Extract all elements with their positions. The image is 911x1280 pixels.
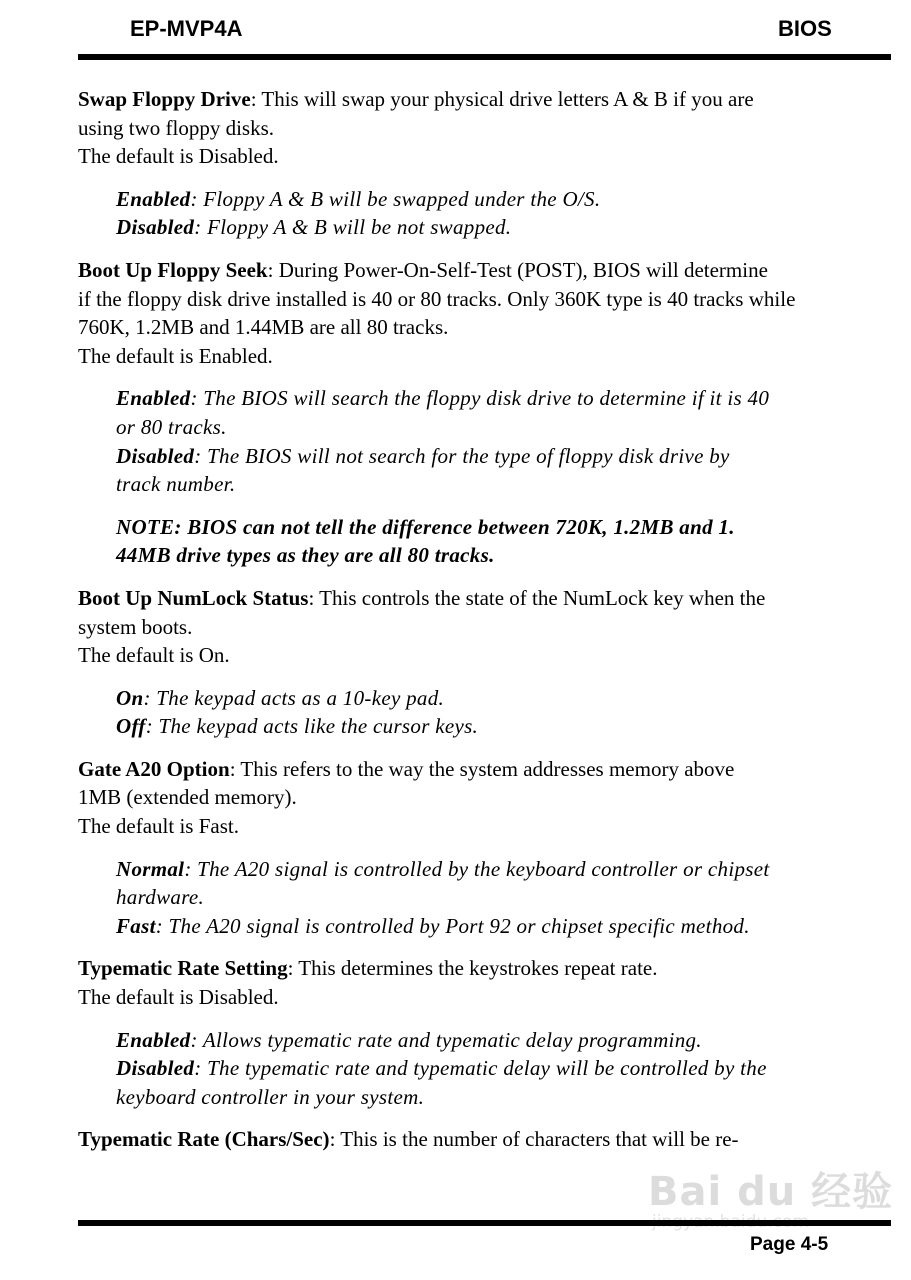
setting-default: The default is Enabled. xyxy=(78,343,273,368)
option-list xyxy=(116,1026,888,1112)
setting-desc-cont: system boots. xyxy=(78,614,193,639)
option-name: Off xyxy=(116,714,146,739)
setting-default: The default is Disabled. xyxy=(78,985,279,1010)
setting-title: Boot Up Floppy Seek xyxy=(78,257,268,282)
setting-desc-cont: if the floppy disk drive installed is 40 or 80 tracks. Only 360K type is 40 tracks while xyxy=(78,286,796,311)
option-name: Disabled xyxy=(116,443,195,468)
setting-desc-cont: using two floppy disks. xyxy=(78,115,275,140)
setting-default: The default is On. xyxy=(78,643,230,668)
option-item: Fast: The A20 signal is controlled by Port 92 or chipset specific method. xyxy=(116,913,750,938)
setting-typematic-rate xyxy=(78,1125,888,1154)
watermark-logo: Bai du 经验 xyxy=(648,1169,894,1215)
note-text: NOTE: BIOS can not tell the difference between 720K, 1.2MB and 1. xyxy=(116,514,735,539)
setting-swap-floppy xyxy=(78,85,888,242)
option-name: Disabled xyxy=(116,1056,195,1081)
option-name: Disabled xyxy=(116,215,195,240)
setting-title: Typematic Rate Setting xyxy=(78,956,288,981)
note-text-cont: 44MB drive types as they are all 80 tracks. xyxy=(116,543,495,568)
setting-desc: Typematic Rate (Chars/Sec): This is the number of characters that will be re- xyxy=(78,1127,739,1152)
option-item: Disabled: The typematic rate and typematic delay will be controlled by the xyxy=(116,1056,767,1081)
option-name: Normal xyxy=(116,856,185,881)
option-name: Enabled xyxy=(116,386,191,411)
option-list xyxy=(116,684,888,741)
setting-desc: Boot Up NumLock Status: This controls the state of the NumLock key when the xyxy=(78,585,766,610)
option-list xyxy=(116,855,888,941)
setting-desc: Typematic Rate Setting: This determines the keystrokes repeat rate. xyxy=(78,956,658,981)
setting-desc: Gate A20 Option: This refers to the way the system addresses memory above xyxy=(78,756,735,781)
note-block xyxy=(116,513,888,570)
setting-title: Boot Up NumLock Status xyxy=(78,585,309,610)
setting-title: Gate A20 Option xyxy=(78,756,230,781)
option-item: Disabled: Floppy A & B will be not swapped. xyxy=(116,215,512,240)
option-item: Enabled: Allows typematic rate and typematic delay programming. xyxy=(116,1027,702,1052)
option-item: Off: The keypad acts like the cursor keys. xyxy=(116,714,479,739)
setting-desc-cont: 760K, 1.2MB and 1.44MB are all 80 tracks. xyxy=(78,315,449,340)
setting-desc-cont: 1MB (extended memory). xyxy=(78,785,297,810)
setting-title: Swap Floppy Drive xyxy=(78,87,251,111)
setting-desc: Swap Floppy Drive: This will swap your physical drive letters A & B if you are xyxy=(78,87,754,111)
option-item-cont: hardware. xyxy=(116,885,205,910)
option-item: Disabled: The BIOS will not search for the type of floppy disk drive by xyxy=(116,443,730,468)
setting-floppy-seek xyxy=(78,256,888,570)
setting-numlock xyxy=(78,584,888,741)
footer-rule xyxy=(78,1220,891,1226)
setting-default: The default is Disabled. xyxy=(78,144,279,169)
page-body xyxy=(78,85,888,1168)
header-section: BIOS xyxy=(778,16,832,41)
page-number: Page 4-5 xyxy=(750,1234,829,1255)
option-name: On xyxy=(116,685,144,710)
option-name: Fast xyxy=(116,913,156,938)
option-list xyxy=(116,185,888,242)
option-item: Enabled: Floppy A & B will be swapped under the O/S. xyxy=(116,186,601,211)
option-item-cont: track number. xyxy=(116,472,236,497)
option-list xyxy=(116,384,888,498)
option-name: Enabled xyxy=(116,186,191,211)
header-rule xyxy=(78,54,891,60)
setting-gate-a20 xyxy=(78,755,888,941)
option-item-cont: keyboard controller in your system. xyxy=(116,1084,425,1109)
option-item-cont: or 80 tracks. xyxy=(116,414,227,439)
setting-title: Typematic Rate (Chars/Sec) xyxy=(78,1127,330,1152)
header-model: EP-MVP4A xyxy=(130,16,243,41)
setting-typematic-rate-setting xyxy=(78,954,888,1111)
option-item: Enabled: The BIOS will search the floppy disk drive to determine if it is 40 xyxy=(116,386,770,411)
option-item: Normal: The A20 signal is controlled by the keyboard controller or chipset xyxy=(116,856,770,881)
setting-desc: Boot Up Floppy Seek: During Power-On-Self-Test (POST), BIOS will determine xyxy=(78,257,768,282)
option-name: Enabled xyxy=(116,1027,191,1052)
setting-default: The default is Fast. xyxy=(78,814,239,839)
option-item: On: The keypad acts as a 10-key pad. xyxy=(116,685,445,710)
